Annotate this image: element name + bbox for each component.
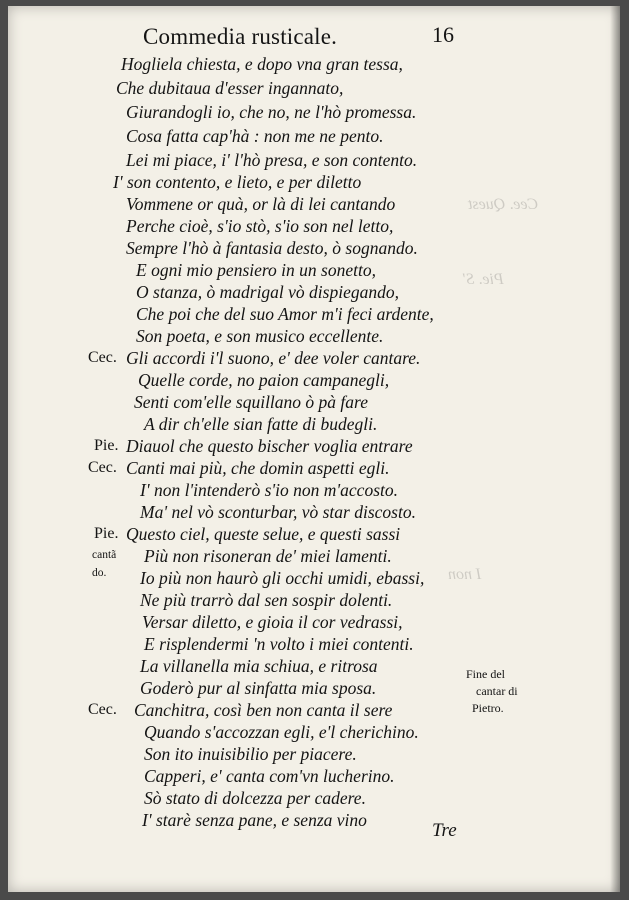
verse-line-text: I' non l'intenderò s'io non m'accosto. [140, 480, 398, 500]
verse-line-text: Cosa fatta cap'hà : non me ne pento. [126, 126, 384, 146]
verse-line-text: Sò stato di dolcezza per cadere. [144, 788, 366, 808]
speaker-label: Cec. [88, 459, 117, 476]
margin-note-canta: cantã do. [92, 549, 117, 579]
verse-line-text: Io più non haurò gli occhi umidi, ebassi, [140, 568, 425, 588]
running-head: Commedia rusticale. [143, 24, 338, 49]
verse-line-text: Che dubitaua d'esser ingannato, [116, 78, 344, 98]
verse-line-text: Questo ciel, queste selue, e questi sassi [126, 524, 401, 544]
verse-line-text: A dir ch'elle sian fatte di budegli. [144, 414, 378, 434]
verse-line-text: Diauol che questo bischer voglia entrare [126, 436, 413, 456]
verse-line-text: Goderò pur al sinfatta mia sposa. [140, 678, 377, 698]
verse-line-text: Son poeta, e son musico eccellente. [136, 326, 384, 346]
verse-line-text: La villanella mia schiua, e ritrosa [140, 656, 378, 676]
verse-line-text: Giurandogli io, che no, ne l'hò promessa. [126, 102, 417, 122]
page-number: 16 [432, 22, 454, 47]
catchword: Tre [432, 820, 457, 841]
verse-line-text: Vommene or quà, or là di lei cantando [126, 194, 396, 214]
verse-line-text: Senti com'elle squillano ò pà fare [134, 392, 368, 412]
verse-line-text: Versar diletto, e gioia il cor vedrassi, [142, 612, 403, 632]
verse-line-text: I' starè senza pane, e senza vino [142, 810, 367, 830]
book-page: Commedia rusticale. 16 Cee. Quest Pie. S' I non Hogliela chiesta, e dopo vna gran tessa, Che dubitaua d'esser ingannato, Giurandogli io, che no, ne l'hò promessa. Cosa fatta cap'hà : non me ne pento. Lei mi piace, i' l'hò presa, e son contento. I' son contento, e lieto, e per diletto Vommene or quà, or là di lei cantando Perche cioè, s'io stò, s'io son nel letto, Sempre l'hò à fantasia desto, ò sognando. E ogni mio pensiero in un sonetto, O stanza, ò madrigal vò dispiegando, Che poi che del suo Amor m'i feci ardente, Son poeta, e son musico eccellente. Cec. Gli accordi i'l suono, e' dee voler cantare. Quelle corde, no paion campanegli, Senti com'elle squillano ò pà fare A dir ch'elle sian fatte di budegli. Pie. Diauol che questo bischer voglia entrare Cec. Canti mai più, che domin aspetti egli. I' non l'intenderò s'io non m'accosto. Ma' nel vò sconturbar, vò star discosto. Pie. Questo ciel, queste selue, e questi sassi Più non risoneran de' miei lamenti. Io più non haurò gli occhi umidi, ebassi, Ne più trarrò dal sen sospir dolenti. Versar diletto, e gioia il cor vedrassi, E risplendermi 'n volto i miei contenti. La villanella mia schiua, e ritrosa Goderò pur al sinfatta mia sposa. Cec. Canchitra, così ben non canta il sere Quando s'accozzan egli, e'l cherichino. Son ito inuisibilio per piacere. Capperi, e' canta com'vn lucherino. Sò stato di dolcezza per cadere. I' starè senza pane, e senza vino cantã do. Fine del cantar di Pietro. Tre [8, 6, 620, 892]
verse-line-text: Che poi che del suo Amor m'i feci ardente, [136, 304, 434, 324]
verse-line-text: Ma' nel vò sconturbar, vò star discosto. [140, 502, 416, 522]
speaker-label: Pie. [94, 525, 119, 542]
verse-line-text: Quelle corde, no paion campanegli, [138, 370, 390, 390]
verse-line-text: Capperi, e' canta com'vn lucherino. [144, 766, 395, 786]
speaker-label: Cec. [88, 701, 117, 718]
verse-line-text: Ne più trarrò dal sen sospir dolenti. [140, 590, 393, 610]
verse-line-text: E ogni mio pensiero in un sonetto, [136, 260, 376, 280]
verse-line-text: Perche cioè, s'io stò, s'io son nel letto, [126, 216, 394, 236]
verse-line-text: Hogliela chiesta, e dopo vna gran tessa, [121, 54, 403, 74]
verse-line-text: E risplendermi 'n volto i miei contenti. [144, 634, 414, 654]
side-note: Fine del cantar di Pietro. [466, 667, 518, 715]
verse-line-text: Lei mi piace, i' l'hò presa, e son contento. [126, 150, 418, 170]
verse-line-text: Quando s'accozzan egli, e'l cherichino. [144, 722, 419, 742]
verse-line-text: Canti mai più, che domin aspetti egli. [126, 458, 390, 478]
verse-line-text: Son ito inuisibilio per piacere. [144, 744, 357, 764]
speaker-label: Pie. [94, 437, 119, 454]
verse-line-text: Canchitra, così ben non canta il sere [134, 700, 393, 720]
verse-line-text: Gli accordi i'l suono, e' dee voler cantare. [126, 348, 421, 368]
verse-line-text: Più non risoneran de' miei lamenti. [144, 546, 392, 566]
verse-line-text: O stanza, ò madrigal vò dispiegando, [136, 282, 399, 302]
verse-line-text: Sempre l'hò à fantasia desto, ò sognando. [126, 238, 418, 258]
verse-line-text: I' son contento, e lieto, e per diletto [113, 172, 362, 192]
speaker-label: Cec. [88, 349, 117, 366]
